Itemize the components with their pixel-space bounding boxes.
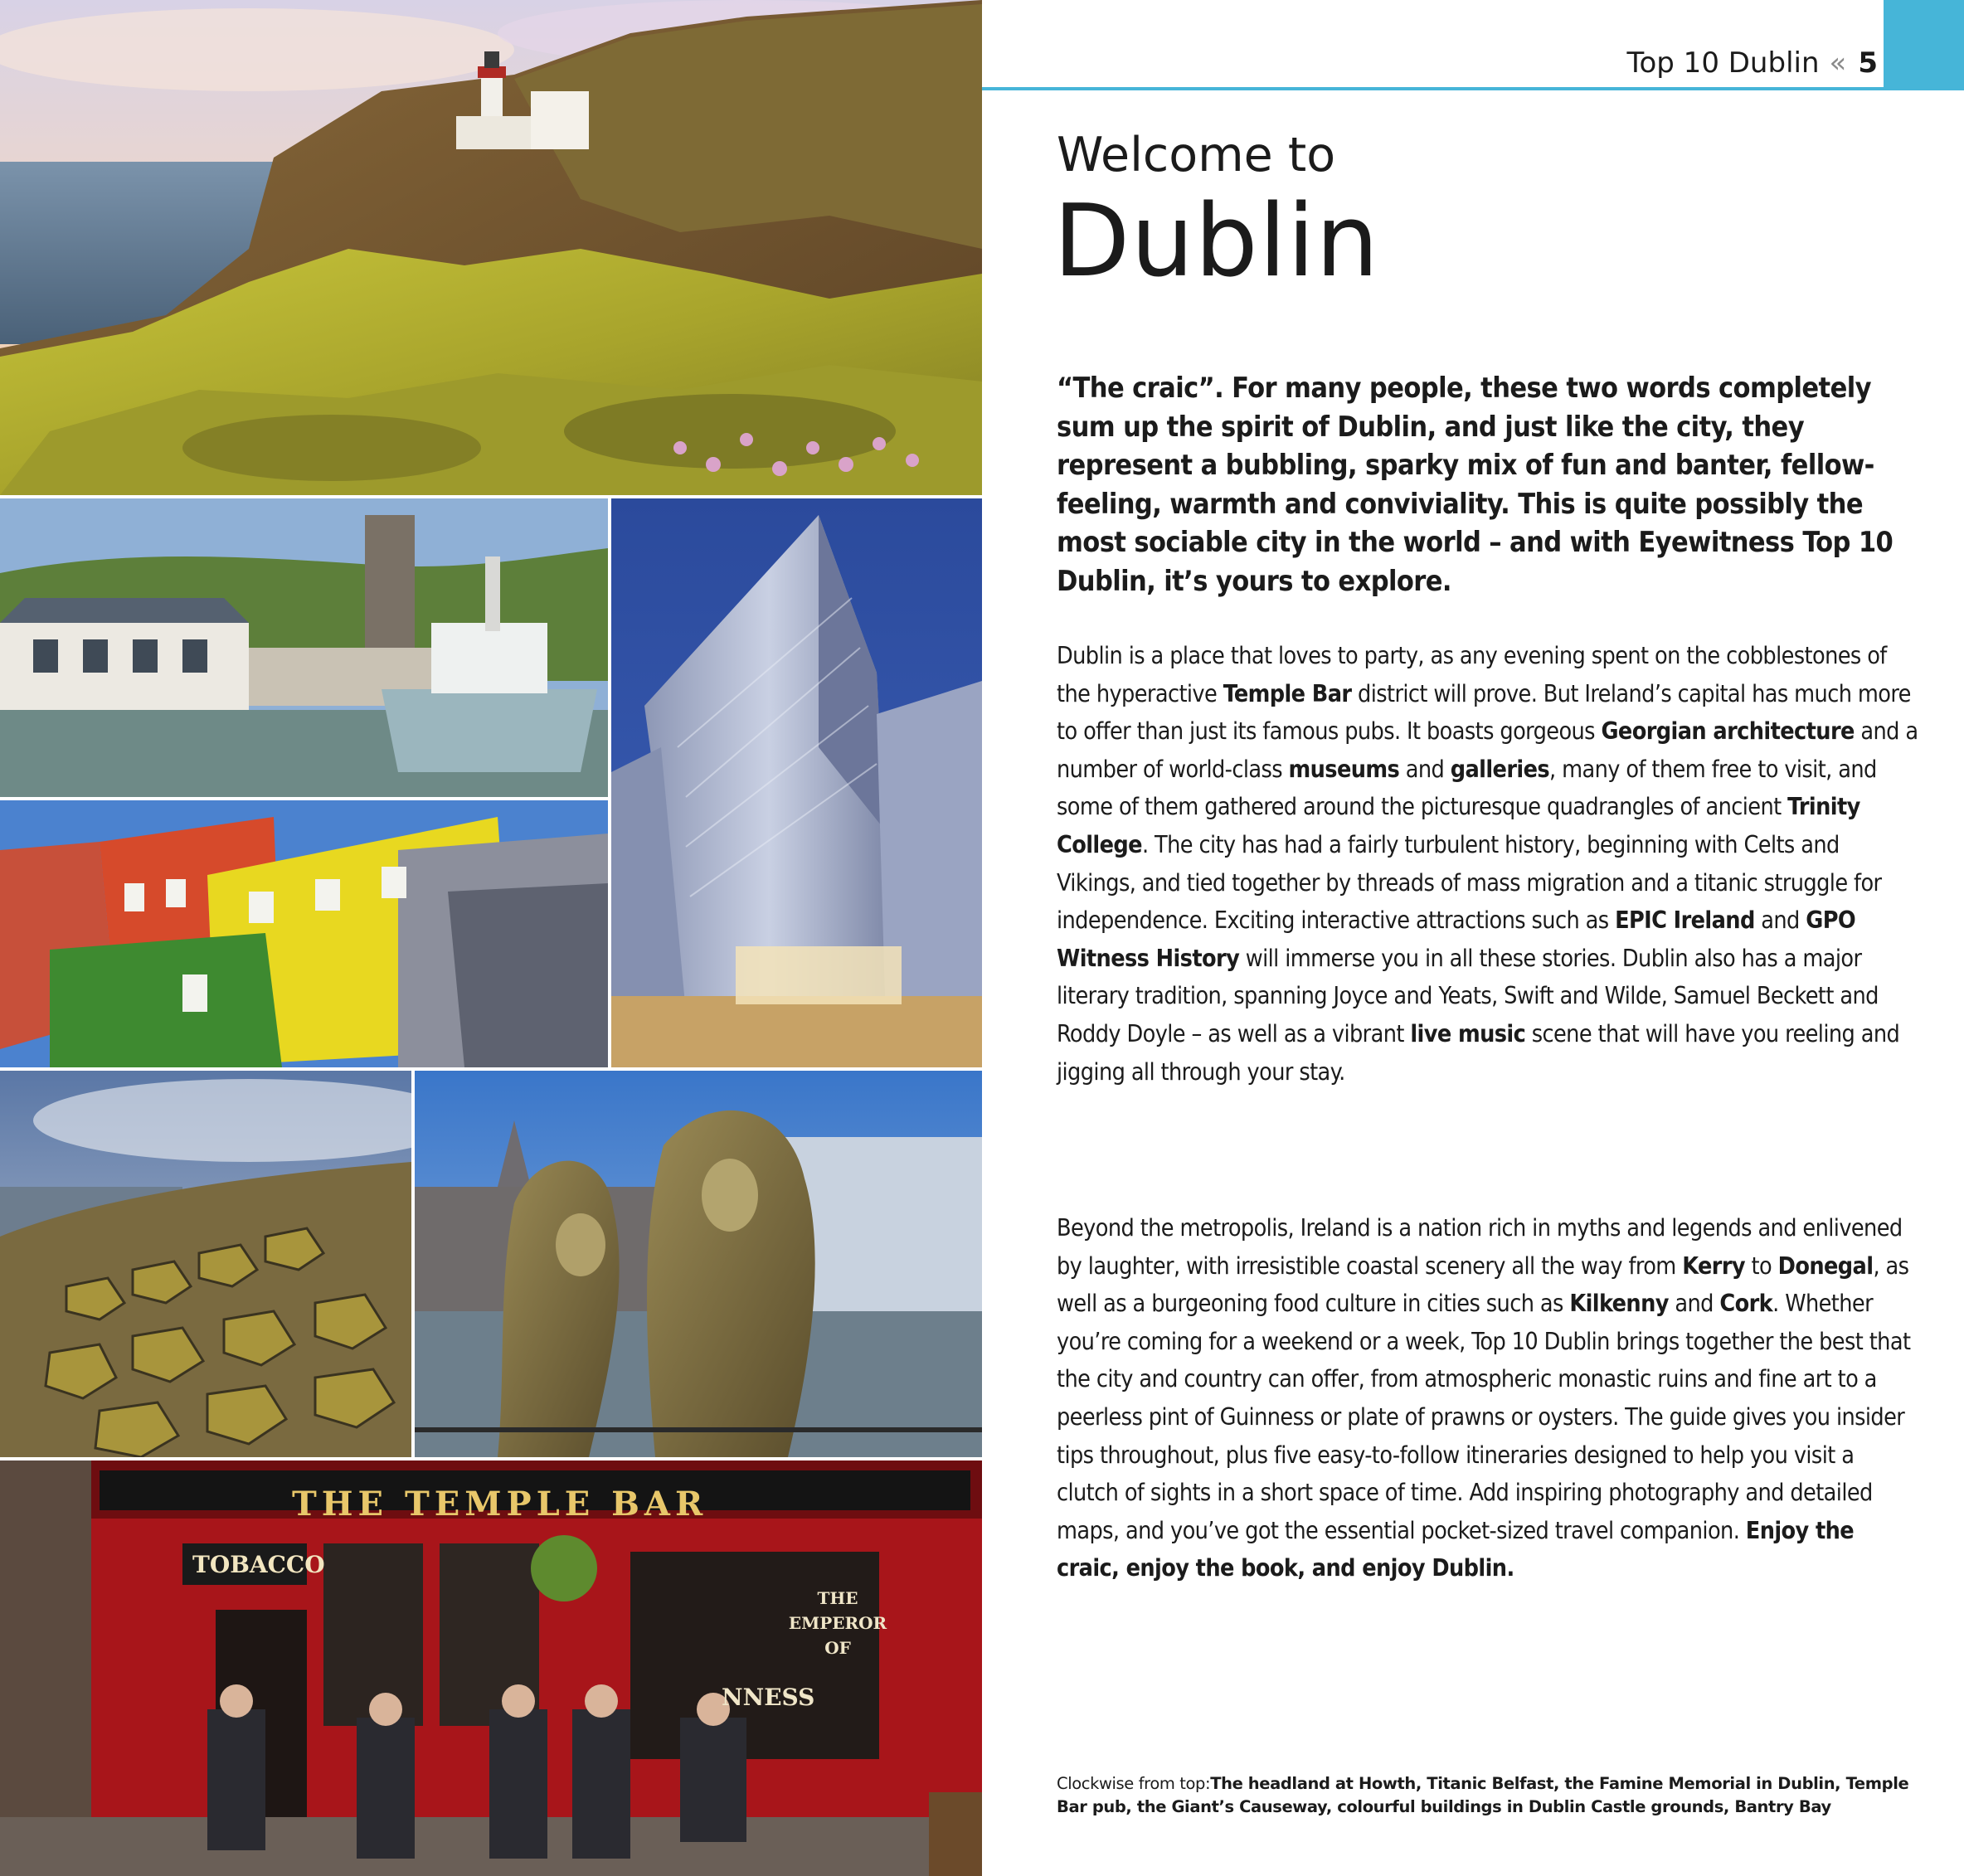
photo-colourful-buildings: [0, 800, 608, 1067]
poster-text: THE EMPEROR OF: [788, 1588, 887, 1658]
title-welcome: Welcome to: [1057, 128, 1336, 182]
photo-headland-howth: [0, 0, 982, 495]
photo-famine-memorial: [415, 1071, 982, 1457]
text-span: and: [1754, 906, 1806, 935]
bold-kilkenny: Kilkenny: [1569, 1290, 1669, 1318]
text-span: and: [1668, 1290, 1720, 1318]
page-number: 5: [1858, 46, 1878, 80]
bold-gpo-witness-history: GPO Witness History: [1057, 906, 1856, 972]
bold-closing-line: Enjoy the craic, enjoy the book, and enjoy Dublin.: [1057, 1516, 1855, 1582]
title-city: Dublin: [1053, 184, 1380, 299]
bold-trinity-college: Trinity College: [1057, 793, 1860, 858]
text-span: district will prove. But Ireland’s capital has much more to offer than just its famous pubs. It boasts gorgeous: [1057, 679, 1911, 746]
text-span: . The city has had a fairly turbulent history, beginning with Celts and Vikings, and tied together by threads of mass migration and a titanic struggle for independence. Exciting interactive attractions such as: [1057, 830, 1882, 935]
body-paragraph-2: [1057, 1209, 1919, 1587]
text-span: , as well as a burgeoning food culture in cities such as: [1057, 1251, 1909, 1318]
bold-temple-bar: Temple Bar: [1223, 679, 1352, 707]
text-span: and a number of world-class: [1057, 717, 1918, 783]
photo-caption: [1057, 1772, 1919, 1819]
text-span: Beyond the metropolis, Ireland is a nation rich in myths and legends and enlivened by laughter, with irresistible coastal scenery all the way from: [1057, 1214, 1903, 1280]
caption-text: The headland at Howth, Titanic Belfast, the Famine Memorial in Dublin, Temple Bar pub, the Giant’s Causeway, colourful buildings in Dublin Castle grounds, Bantry Bay: [1057, 1774, 1909, 1816]
bold-galleries: galleries: [1450, 755, 1550, 783]
text-span: . Whether you’re coming for a weekend or a week, Top 10 Dublin brings together the best that the city and country can offer, from atmospheric monastic ruins and fine art to a peerless pint of Guinness or plate of prawns or oysters. The guide gives you insider tips throughout, plus five easy-to-follow itineraries designed to help you visit a clutch of sights in a short space of time. Add inspiring photography and detailed maps, and you’ve got the essential pocket-sized travel companion.: [1057, 1290, 1911, 1544]
bold-donegal: Donegal: [1777, 1251, 1874, 1280]
text-span: scene that will have you reeling and jigging all through your stay.: [1057, 1019, 1900, 1086]
bold-museums: museums: [1288, 755, 1400, 783]
body-paragraph-1: [1057, 637, 1919, 1091]
text-span: to: [1745, 1251, 1778, 1280]
header-rule: [982, 87, 1884, 90]
bold-live-music: live music: [1410, 1019, 1526, 1047]
running-title: Top 10 Dublin: [1626, 46, 1820, 80]
pub-sign-text: THE TEMPLE BAR: [292, 1485, 708, 1524]
text-span: and: [1399, 755, 1451, 783]
header-tab: [1884, 0, 1964, 90]
text-page: [982, 0, 1964, 1876]
text-span: will immerse you in all these stories. Dublin also has a major literary tradition, spanning Joyce and Yeats, Swift and Wilde, Samuel Beckett and Roddy Doyle – as well as a vibrant: [1057, 944, 1879, 1047]
bold-cork: Cork: [1719, 1290, 1773, 1318]
poster-bottom-text: NNESS: [722, 1684, 815, 1711]
photo-titanic-belfast: [611, 498, 982, 1067]
caption-lead: Clockwise from top:: [1057, 1774, 1211, 1793]
bold-georgian-architecture: Georgian architecture: [1601, 717, 1855, 746]
bold-kerry: Kerry: [1682, 1251, 1746, 1280]
tobacco-sign-text: TOBACCO: [192, 1551, 325, 1578]
text-span: Dublin is a place that loves to party, as any evening spent on the cobblestones of the hyperactive: [1057, 642, 1887, 707]
photo-bantry-bay: [0, 498, 608, 797]
photo-giants-causeway: [0, 1071, 411, 1457]
text-span: , many of them free to visit, and some of them gathered around the picturesque quadrangles of ancient: [1057, 755, 1877, 821]
intro-paragraph: “The craic”. For many people, these two words completely sum up the spirit of Dublin, and just like the city, they represent a bubbling, sparky mix of fun and banter, fellow-feeling, warmth and conviviality. This is quite possibly the most sociable city in the world – and with Eyewitness Top 10 Dublin, it’s yours to explore.: [1057, 372, 1894, 598]
chevron-left-icon: «: [1829, 46, 1847, 80]
running-head: [1627, 46, 1879, 80]
bold-epic-ireland: EPIC Ireland: [1615, 906, 1755, 935]
